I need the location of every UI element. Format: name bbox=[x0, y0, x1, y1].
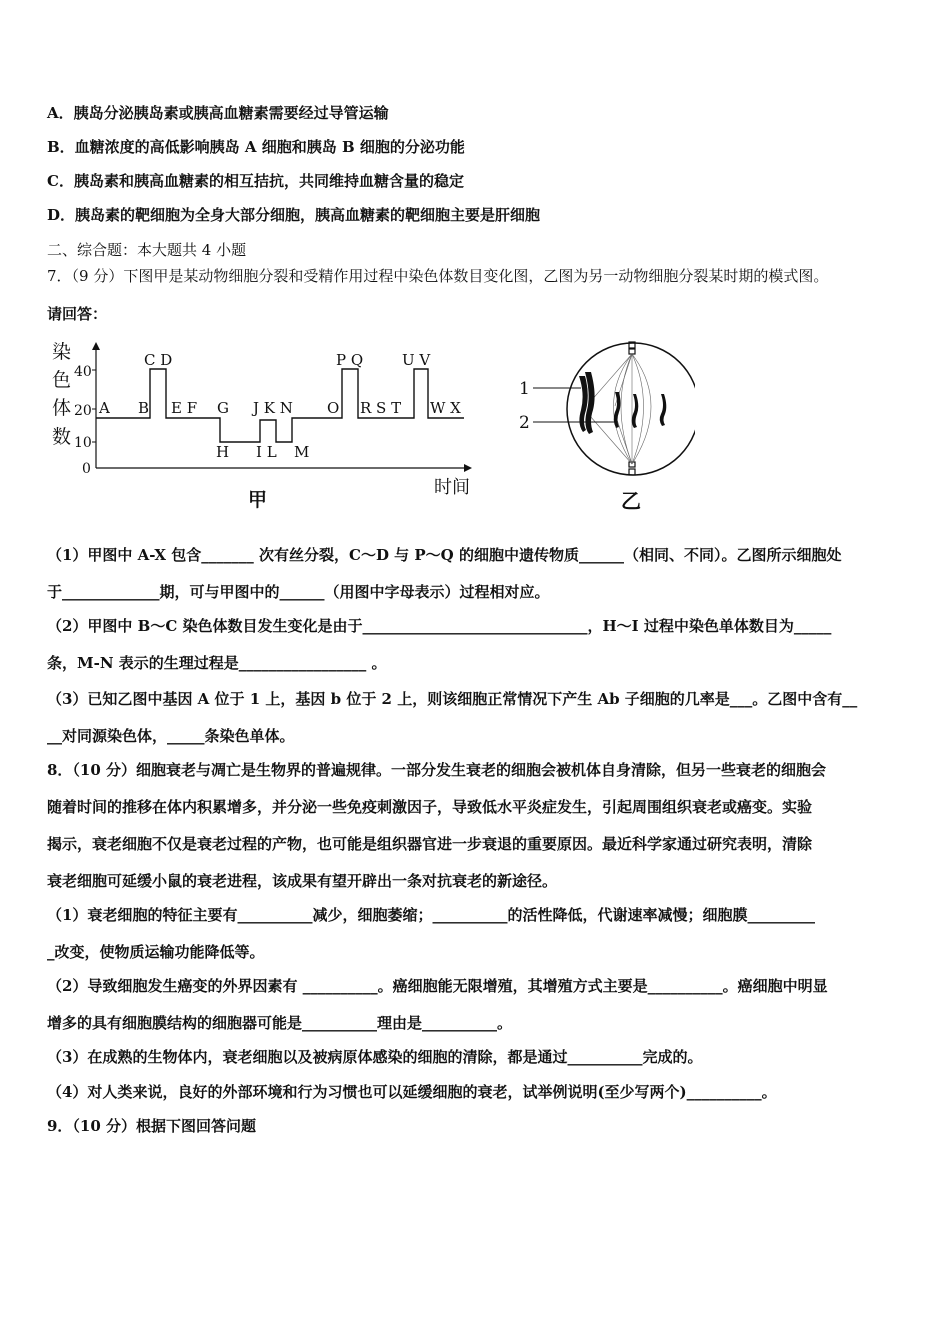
label-uv: U V bbox=[402, 351, 431, 369]
q7-stem-please-answer: 请回答： bbox=[47, 305, 108, 323]
label-rst: R S T bbox=[360, 399, 402, 417]
q8-part3: （3）在成熟的生物体内，衰老细胞以及被病原体感染的细胞的清除，都是通过__________完成的。 bbox=[47, 1048, 703, 1066]
x-axis-label: 时间 bbox=[434, 477, 470, 498]
y-axis-arrow bbox=[92, 342, 100, 350]
label-2: 2 bbox=[519, 413, 530, 433]
q8-paragraph-line: 随着时间的推移在体内积累增多，并分泌一些免疫刺激因子，导致低水平炎症发生，引起周围组织衰老或癌变。实验 bbox=[47, 798, 813, 816]
x-axis-arrow bbox=[464, 464, 472, 472]
ylabel-char: 体 bbox=[52, 397, 72, 419]
ylabel-char: 染 bbox=[52, 341, 72, 363]
label-ef: E F bbox=[171, 399, 198, 417]
ytick-10: 10 bbox=[74, 435, 92, 451]
label-cd: C D bbox=[144, 351, 173, 369]
q8-part2-line1: （2）导致细胞发生癌变的外界因素有 __________。癌细胞能无限增殖，其增殖方式主要是__________。癌细胞中明显 bbox=[47, 977, 828, 995]
ylabel-char: 色 bbox=[52, 369, 72, 391]
label-pq: P Q bbox=[336, 351, 364, 369]
q8-part4: （4）对人类来说，良好的外部环境和行为习惯也可以延缓细胞的衰老，试举例说明(至少写两个)__________。 bbox=[47, 1083, 777, 1101]
q7-part3-line1: （3）已知乙图中基因 A 位于 1 上，基因 b 位于 2 上，则该细胞正常情况下产生 Ab 子细胞的几率是___。乙图中含有__ bbox=[47, 690, 858, 708]
figure-jia bbox=[44, 336, 484, 516]
q8-paragraph-line: 衰老细胞可延缓小鼠的衰老进程，该成果有望开辟出一条对抗衰老的新途径。 bbox=[47, 872, 558, 890]
label-h: H bbox=[216, 443, 230, 461]
q7-part3-line2: __对同源染色体，_____条染色单体。 bbox=[47, 727, 295, 745]
label-wx: W X bbox=[430, 399, 461, 417]
q8-paragraph-line: 揭示，衰老细胞不仅是衰老过程的产物，也可能是组织器官进一步衰退的重要原因。最近科学家通过研究表明，清除 bbox=[47, 835, 813, 853]
label-a: A bbox=[99, 399, 110, 417]
label-g: G bbox=[217, 399, 229, 417]
q7-stem: 7．（9 分）下图甲是某动物细胞分裂和受精作用过程中染色体数目变化图，乙图为另一动物细胞分裂某时期的模式图。 bbox=[47, 267, 829, 285]
q7-part2-line2: 条，M-N 表示的生理过程是_________________ 。 bbox=[47, 654, 387, 672]
label-o: O bbox=[327, 399, 340, 417]
chromosome-icon bbox=[579, 372, 666, 434]
figure-jia-caption: 甲 bbox=[248, 489, 268, 511]
q8-part1-line2: _改变，使物质运输功能降低等。 bbox=[47, 943, 265, 961]
spindle-fibers bbox=[590, 354, 651, 464]
q7-part1-line1: （1）甲图中 A-X 包含_______ 次有丝分裂，C～D 与 P～Q 的细胞中遗传物质______（相同、不同）。乙图所示细胞处 bbox=[47, 546, 842, 564]
q7-part2-line1: （2）甲图中 B～C 染色体数目发生变化是由于______________________________，H～I 过程中染色单体数目为_____ bbox=[47, 617, 832, 635]
q8-part1-line1: （1）衰老细胞的特征主要有__________减少，细胞萎缩；__________的活性降低，代谢速率减慢；细胞膜_________ bbox=[47, 906, 815, 924]
label-b: B bbox=[138, 399, 150, 417]
ytick-0: 0 bbox=[82, 461, 91, 477]
q9-stem: 9．（10 分）根据下图回答问题 bbox=[47, 1117, 257, 1135]
section-title: 二、综合题：本大题共 4 小题 bbox=[47, 241, 247, 259]
figure-yi-caption: 乙 bbox=[621, 489, 641, 513]
option-d: D．胰岛素的靶细胞为全身大部分细胞，胰高血糖素的靶细胞主要是肝细胞 bbox=[47, 206, 541, 224]
label-m: M bbox=[294, 443, 310, 461]
label-il: I L bbox=[256, 443, 277, 461]
q7-part1-line2: 于_____________期，可与甲图中的______（用图中字母表示）过程相对应。 bbox=[47, 583, 550, 601]
option-a: A．胰岛分泌胰岛素或胰高血糖素需要经过导管运输 bbox=[47, 104, 389, 122]
label-1: 1 bbox=[519, 379, 530, 399]
option-c: C．胰岛素和胰高血糖素的相互拮抗，共同维持血糖含量的稳定 bbox=[47, 172, 464, 190]
q8-part2-line2: 增多的具有细胞膜结构的细胞器可能是__________理由是__________。 bbox=[47, 1014, 513, 1032]
label-jkn: J K N bbox=[253, 399, 293, 417]
ytick-20: 20 bbox=[74, 403, 92, 419]
option-b: B．血糖浓度的高低影响胰岛 A 细胞和胰岛 B 细胞的分泌功能 bbox=[47, 138, 465, 156]
figure-yi bbox=[515, 334, 695, 516]
ylabel-char: 数 bbox=[52, 426, 72, 448]
ytick-40: 40 bbox=[74, 364, 92, 380]
q8-paragraph-line: 8．（10 分）细胞衰老与凋亡是生物界的普遍规律。一部分发生衰老的细胞会被机体自身清除，但另一些衰老的细胞会 bbox=[47, 761, 827, 779]
